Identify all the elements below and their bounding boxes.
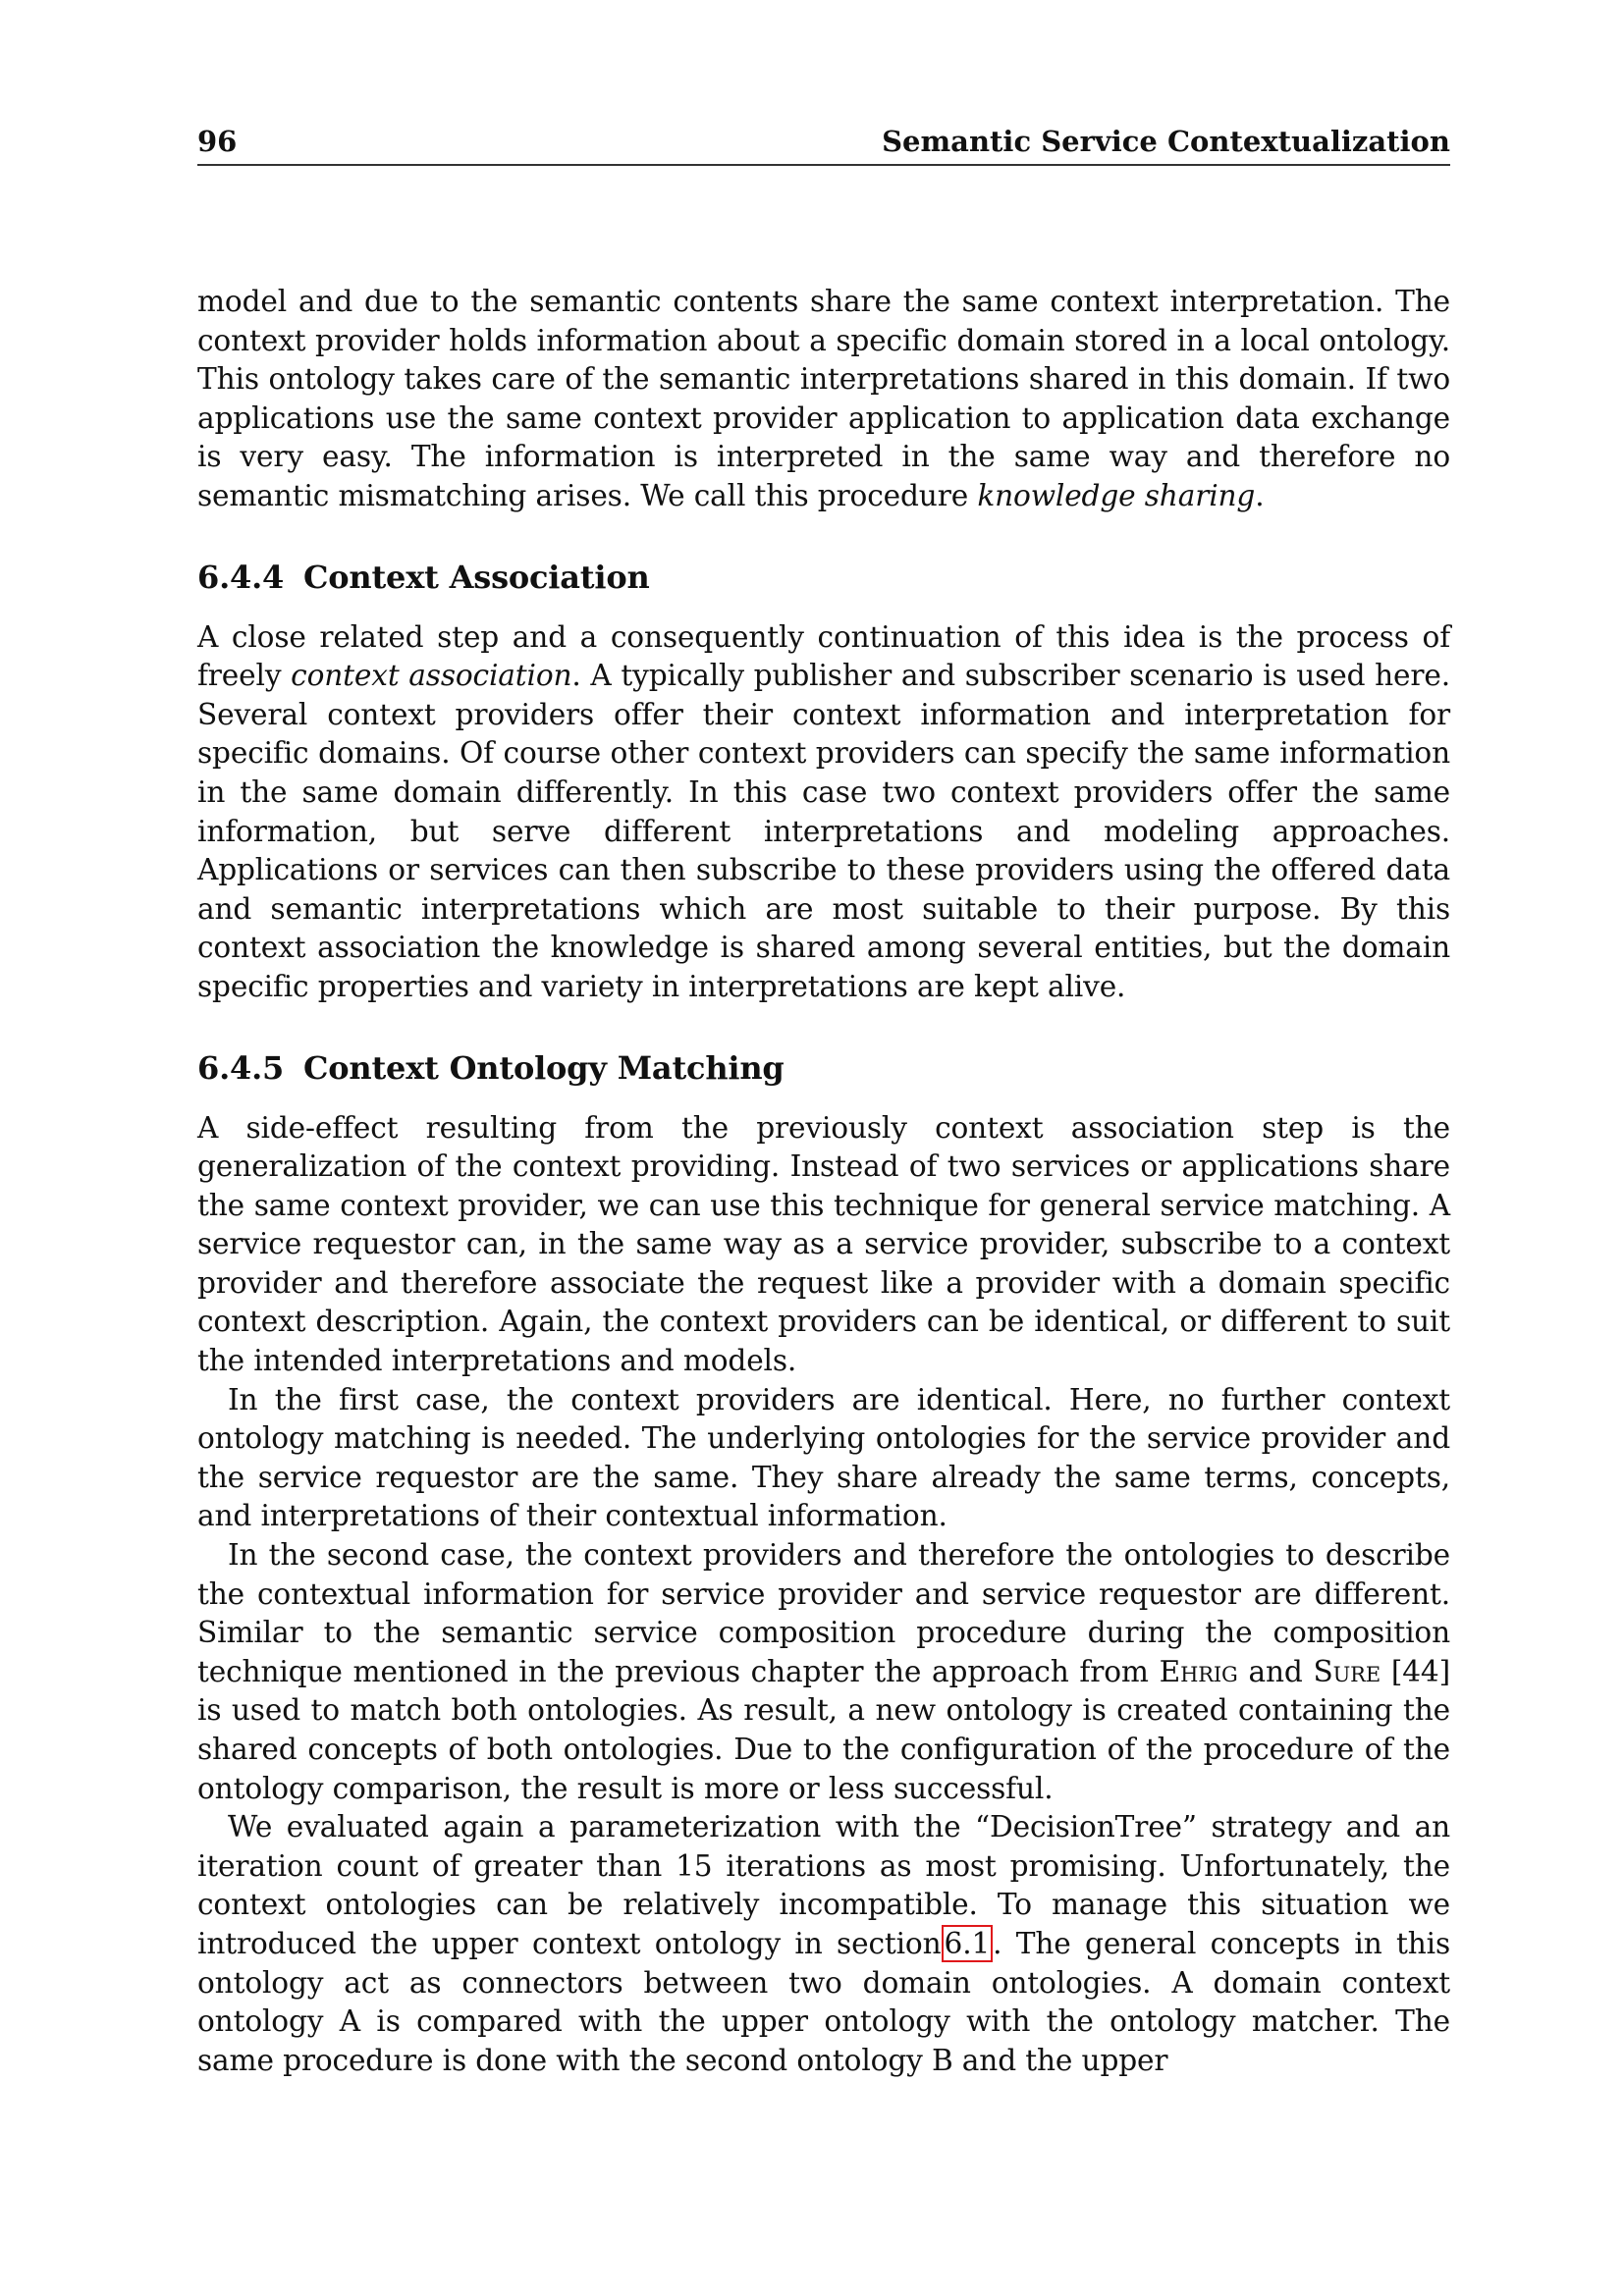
section-heading-6-4-5	[197, 1046, 1450, 1090]
section-heading-6-4-4	[197, 556, 1450, 599]
section-reference-link[interactable]: 6.1	[942, 1925, 994, 1962]
running-header	[197, 125, 1450, 166]
chapter-title: Semantic Service Contextualization	[882, 125, 1450, 158]
author-name: Sure	[1313, 1654, 1381, 1688]
paragraph-ontology-matching-1: A side-effect resulting from the previously context association step is the generalization of the context providing. Instead of two services or applications share the same context provider, we can use this technique for general service matching. A service requestor can, in the same way as a service provider, subscribe to a context provider and therefore associate the request like a provider with a domain specific context description. Again, the context providers can be identical, or different to suit the intended interpretations and models.	[197, 1110, 1450, 1378]
page-number: 96	[197, 125, 238, 158]
citation: [44]	[1380, 1654, 1450, 1688]
paragraph-intro: model and due to the semantic contents share the same context interpretation. The context provider holds information about a specific domain stored in a local ontology. This ontology takes care of the semantic interpretations shared in this domain. If two applications use the same context provider application to application data exchange is very easy. The information is interpreted in the same way and therefore no semantic mismatching arises. We call this procedure knowledge sharing.	[197, 285, 1450, 512]
paragraph-ontology-matching-4: We evaluated again a parameterization with the “DecisionTree” strategy and an iteration count of greater than 15 iterations as most promising. Unfortunately, the context ontologies can be relatively incompatible. To manage this situation we introduced the upper context ontology in section 6.1 . The general concepts in this ontology act as connectors between two domain ontologies. A domain context ontology A is compared with the upper ontology with the ontology matcher. The same procedure is done with the second ontology B and the upper	[197, 1810, 1451, 2077]
body-text	[197, 283, 1450, 2080]
section-number: 6.4.4	[197, 558, 285, 596]
paragraph-context-association: A close related step and a consequently continuation of this idea is the process of freely context association. A typically publisher and subscriber scenario is used here. Several context providers offer their context information and interpretation for specific domains. Of course other context providers can specify the same information in the same domain differently. In this case two context providers offer the same information, but serve different interpretations and modeling approaches. Applications or services can then subscribe to these providers using the offered data and semantic interpretations which are most suitable to their purpose. By this context association the knowledge is shared among several entities, but the domain specific properties and variety in interpretations are kept alive.	[197, 619, 1451, 1003]
paragraph-ontology-matching-3: In the second case, the context providers and therefore the ontologies to describe the contextual information for service provider and service requestor are different. Similar to the semantic service composition procedure during the composition technique mentioned in the previous chapter the approach from Ehrig and Sure [44] is used to match both ontologies. As result, a new ontology is created containing the shared concepts of both ontologies. Due to the configuration of the procedure of the ontology comparison, the result is more or less successful.	[197, 1538, 1450, 1805]
section-number: 6.4.5	[197, 1048, 285, 1087]
term-knowledge-sharing: knowledge sharing	[977, 478, 1256, 512]
paragraph-ontology-matching-2: In the first case, the context providers are identical. Here, no further context ontology matching is needed. The underlying ontologies for the service provider and the service requestor are the same. They share already the same terms, concepts, and interpretations of their contextual information.	[197, 1382, 1450, 1533]
author-name: Ehrig	[1159, 1654, 1238, 1688]
section-title: Context Ontology Matching	[303, 1048, 785, 1087]
term-context-association: context association	[291, 659, 572, 693]
section-title: Context Association	[303, 558, 650, 596]
